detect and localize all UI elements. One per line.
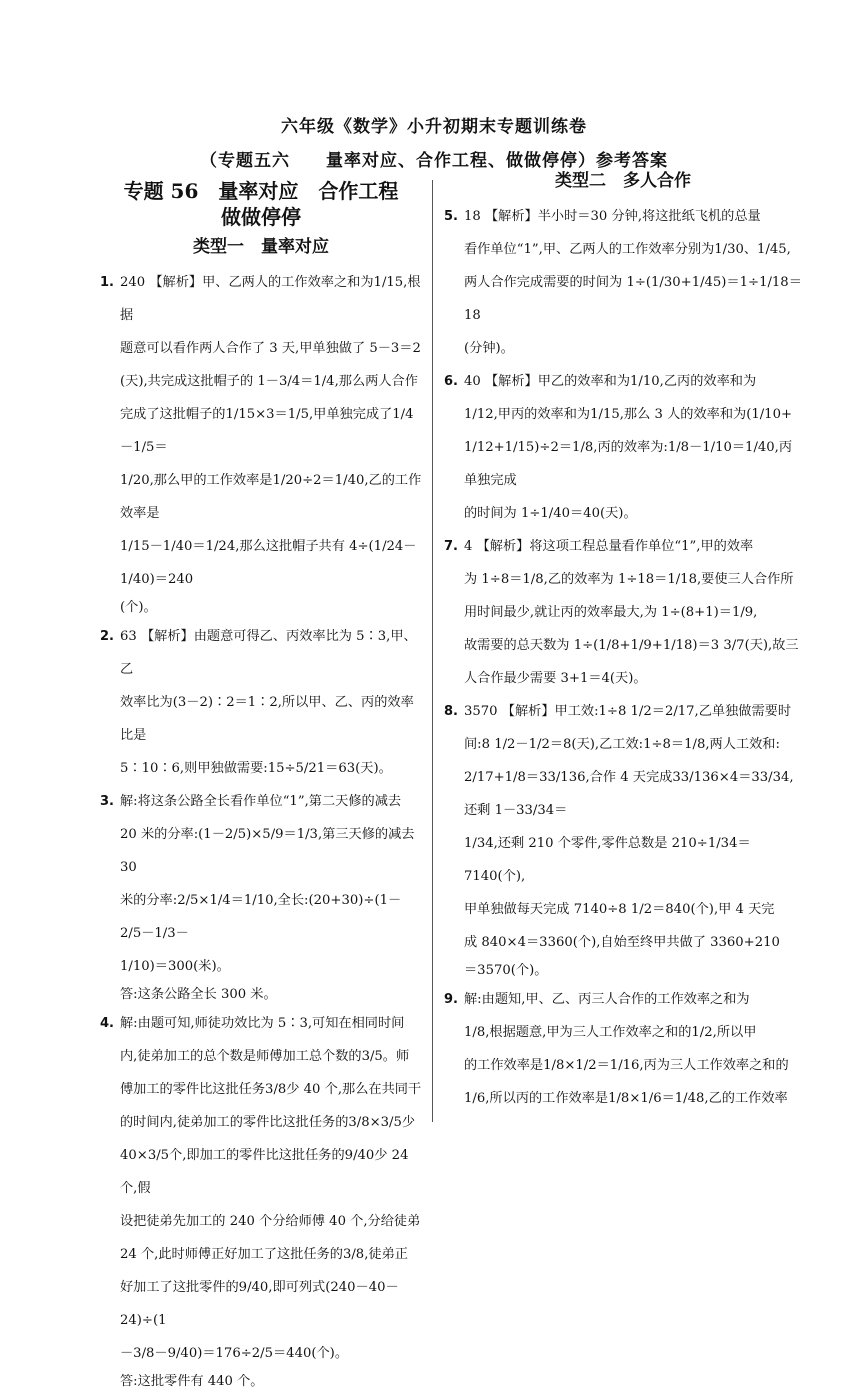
- item-line: 解:由题可知,师徒功效比为 5∶3,可知在相同时间: [120, 1016, 405, 1031]
- item-line: 完成了这批帽子的1/15×3＝1/5,甲单独完成了1/4－1/5＝: [120, 407, 414, 455]
- answer-item-1: [100, 266, 422, 620]
- item-line: 1/15－1/40＝1/24,那么这批帽子共有 4÷(1/24－1/40)＝240: [120, 539, 417, 587]
- item-line: 用时间最少,就让丙的效率最大,为 1÷(8+1)＝1/9,: [464, 605, 758, 620]
- right-column: [444, 171, 802, 1115]
- item-line: 两人合作完成需要的时间为 1÷(1/30+1/45)＝1÷1/18＝18: [464, 275, 802, 323]
- topic-heading-line2: 做做停停: [221, 205, 301, 229]
- item-line: 1/6,所以丙的工作效率是1/8×1/6＝1/48,乙的工作效率: [464, 1091, 788, 1106]
- item-line: (个)。: [120, 600, 157, 615]
- item-line: 的工作效率是1/8×1/2＝1/16,丙为三人工作效率之和的: [464, 1058, 789, 1073]
- item-line: 18 【解析】半小时＝30 分钟,将这批纸飞机的总量: [464, 209, 761, 224]
- answer-item-6: [444, 365, 802, 530]
- item-line: 3570 【解析】甲工效:1÷8 1/2＝2/17,乙单独做需要时: [464, 704, 792, 719]
- topic-heading: 专题 56 量率对应 合作工程: [123, 179, 399, 203]
- item-line: 40 【解析】甲乙的效率和为1/10,乙丙的效率和为: [464, 374, 757, 389]
- item-line: 解:将这条公路全长看作单位“1”,第二天修的减去: [120, 794, 402, 809]
- answer-item-4: [100, 1007, 422, 1394]
- item-line: 40×3/5个,即加工的零件比这批任务的9/40少 24 个,假: [120, 1148, 409, 1196]
- item-line: 1/34,还剩 210 个零件,零件总数是 210÷1/34＝7140(个),: [464, 836, 751, 884]
- answer-item-8: [444, 695, 802, 983]
- item-line: 米的分率:2/5×1/4＝1/10,全长:(20+30)÷(1－2/5－1/3－: [120, 893, 402, 941]
- item-line: 题意可以看作两人合作了 3 天,甲单独做了 5－3＝2: [120, 341, 421, 356]
- type-one-heading: 类型一 量率对应: [193, 237, 329, 257]
- item-number: 3.: [100, 794, 114, 809]
- item-line: 1/8,根据题意,甲为三人工作效率之和的1/2,所以甲: [464, 1025, 757, 1040]
- answer-item-5: [444, 200, 802, 365]
- item-number: 7.: [444, 539, 458, 554]
- answer-item-7: [444, 530, 802, 695]
- answer-item-9: [444, 983, 802, 1115]
- item-line: 1/20,那么甲的工作效率是1/20÷2＝1/40,乙的工作效率是: [120, 473, 422, 521]
- type-two-heading: 类型二 多人合作: [555, 171, 691, 191]
- item-line: 甲单独做每天完成 7140÷8 1/2＝840(个),甲 4 天完: [464, 902, 775, 917]
- item-line: 20 米的分率:(1－2/5)×5/9＝1/3,第三天修的减去 30: [120, 827, 415, 875]
- item-line: 好加工了这批零件的9/40,即可列式(240－40－24)÷(1: [120, 1280, 399, 1328]
- item-line: (天),共完成这批帽子的 1－3/4＝1/4,那么两人合作: [120, 374, 418, 389]
- answer-item-2: [100, 620, 422, 785]
- column-divider: [432, 180, 433, 1122]
- item-line: 故需要的总天数为 1÷(1/8+1/9+1/18)＝3 3/7(天),故三: [464, 638, 799, 653]
- page-subtitle: （专题五六 量率对应、合作工程、做做停停）参考答案: [200, 151, 668, 171]
- item-line: 的时间内,徒弟加工的零件比这批任务的3/8×3/5少: [120, 1115, 416, 1130]
- item-line: 24 个,此时师傅正好加工了这批任务的3/8,徒弟正: [120, 1247, 408, 1262]
- item-line: 240 【解析】甲、乙两人的工作效率之和为1/15,根据: [120, 275, 421, 323]
- item-line: 1/12+1/15)÷2＝1/8,丙的效率为:1/8－1/10＝1/40,丙单独完成: [464, 440, 793, 488]
- item-line: 为 1÷8＝1/8,乙的效率为 1÷18＝1/18,要使三人合作所: [464, 572, 794, 587]
- item-number: 4.: [100, 1016, 114, 1031]
- item-number: 8.: [444, 704, 458, 719]
- item-line: 看作单位“1”,甲、乙两人的工作效率分别为1/30、1/45,: [464, 242, 791, 257]
- item-number: 1.: [100, 275, 114, 290]
- item-number: 6.: [444, 374, 458, 389]
- item-answer: 答:这批零件有 440 个。: [120, 1374, 264, 1389]
- item-number: 2.: [100, 629, 114, 644]
- page-title: 六年级《数学》小升初期末专题训练卷: [281, 117, 587, 137]
- item-line: 傅加工的零件比这批任务3/8少 40 个,那么在共同干: [120, 1082, 422, 1097]
- item-line: 1/12,甲丙的效率和为1/15,那么 3 人的效率和为(1/10+: [464, 407, 793, 422]
- item-line: －3/8－9/40)＝176÷2/5＝440(个)。: [120, 1346, 349, 1361]
- item-line: 的时间为 1÷1/40＝40(天)。: [464, 506, 637, 521]
- item-line: 成 840×4＝3360(个),自始至终甲共做了 3360+210: [464, 935, 780, 950]
- item-line: 1/10)＝300(米)。: [120, 959, 230, 974]
- item-line: 间:8 1/2－1/2＝8(天),乙工效:1÷8＝1/8,两人工效和:: [464, 737, 780, 752]
- answer-item-3: [100, 785, 422, 1007]
- item-line: 2/17+1/8＝33/136,合作 4 天完成33/136×4＝33/34,还剩 1－33/34＝: [464, 770, 794, 818]
- item-line: 63 【解析】由题意可得乙、丙效率比为 5∶3,甲、乙: [120, 629, 417, 677]
- item-line: 效率比为(3－2)∶2＝1∶2,所以甲、乙、丙的效率比是: [120, 695, 414, 743]
- item-line: ＝3570(个)。: [464, 963, 548, 978]
- item-answer: 答:这条公路全长 300 米。: [120, 987, 277, 1002]
- item-line: 内,徒弟加工的总个数是师傅加工总个数的3/5。师: [120, 1049, 410, 1064]
- item-line: 4 【解析】将这项工程总量看作单位“1”,甲的效率: [464, 539, 754, 554]
- item-line: 5∶10∶6,则甲独做需要:15÷5/21＝63(天)。: [120, 761, 392, 776]
- item-line: 人合作最少需要 3+1＝4(天)。: [464, 671, 647, 686]
- item-line: 设把徒弟先加工的 240 个分给师傅 40 个,分给徒弟: [120, 1214, 421, 1229]
- item-number: 5.: [444, 209, 458, 224]
- item-number: 9.: [444, 992, 458, 1007]
- left-column: [100, 178, 422, 1394]
- item-line: (分钟)。: [464, 341, 514, 356]
- item-line: 解:由题知,甲、乙、丙三人合作的工作效率之和为: [464, 992, 750, 1007]
